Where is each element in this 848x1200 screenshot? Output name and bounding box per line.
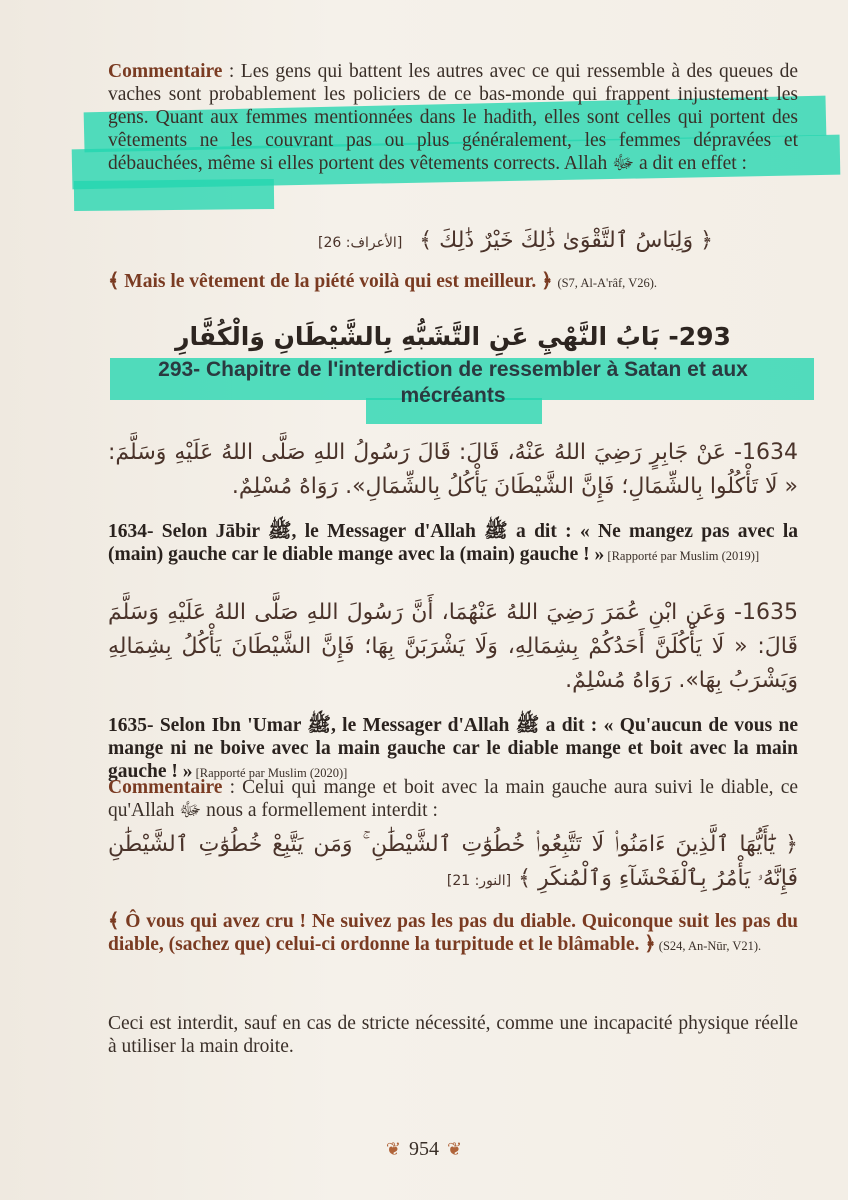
verse-arabic-text-2: ﴿ يَٰٓأَيُّهَا ٱلَّذِينَ ءَامَنُوا۟ لَا تَتَّبِعُوا۟ خُطُوَٰتِ ٱلشَّيْطَٰنِ ۚ وَمَن يَتَّبِعْ خُطُوَٰتِ ٱلشَّيْطَٰنِ فَإِنَّهُۥ يَأْمُرُ بِٱلْفَحْشَآءِ وَٱلْمُنكَرِ ﴾	[108, 832, 798, 891]
verse-arabic-2	[108, 828, 798, 898]
verse-translation-ref-1: (S7, Al-A'râf, V26).	[557, 276, 658, 290]
hadith-1635-french	[108, 714, 798, 785]
verse-arabic-1	[108, 224, 798, 260]
hadith-1635-arabic: 1635- وَعَنِ ابْنِ عُمَرَ رَضِيَ اللهُ عَنْهُمَا، أَنَّ رَسُولَ اللهِ صَلَّى اللهُ عَلَيْهِ وَسَلَّمَ قَالَ: « لَا يَأْكُلَنَّ أَحَدُكُمْ بِشِمَالِهِ، وَلَا يَشْرَبَنَّ بِهَا؛ فَإِنَّ الشَّيْطَانَ يَأْكُلُ بِشِمَالِهِ وَيَشْرَبُ بِهَا». رَوَاهُ مُسْلِمٌ.	[108, 600, 798, 693]
verse-ref-2: [النور: 21]	[446, 873, 512, 889]
verse-block-2	[108, 828, 798, 958]
verse-translation-1	[108, 270, 798, 295]
hadith-1634-french	[108, 520, 798, 568]
hadith-1634-ref: [Rapporté par Muslim (2019)]	[604, 549, 760, 563]
closing-block	[108, 1012, 798, 1058]
commentaire-paragraph-1	[108, 60, 798, 175]
verse-arabic-text-1: ﴿ وَلِبَاسُ ٱلتَّقْوَىٰ ذَٰلِكَ خَيْرٌ ذَٰلِكَ ﴾	[419, 228, 713, 253]
hadith-1634-quote: « Ne mangez pas avec la (main) gauche car le diable mange avec la (main) gauche ! »	[108, 521, 798, 565]
hadith-1634-intro: 1634- Selon Jābir ﷺ, le Messager d'Allah ﷺ a dit :	[108, 521, 580, 542]
chapter-title-french-line2: mécréants	[400, 384, 506, 407]
hadith-1635-ref: [Rapporté par Muslim (2020)]	[192, 766, 348, 780]
verse-translation-text-2: ﴾ Ô vous qui avez cru ! Ne suivez pas les pas du diable. Quiconque suit les pas du diable, (sachez que) celui-ci ordonne la turpitude et le blâmable. ﴿	[108, 911, 798, 955]
commentaire-text: : Les gens qui battent les autres avec ce qui ressemble à des queues de vaches sont probablement les policiers de ce bas-monde qui frappent injustement les gens. Quant aux femmes mentionnées dans le hadith, elles sont celles qui portent des vêtements ne les couvrant pas ou plus généralement, les femmes dépravées et débauchées, même si elles portent des vêtements corrects. Allah ﷻ a dit en effet :	[108, 61, 798, 174]
page-footer	[0, 1138, 848, 1161]
page-number: 954	[409, 1138, 439, 1160]
highlight-mark-3	[74, 179, 274, 211]
verse-translation-text-1: ﴾ Mais le vêtement de la piété voilà qui est meilleur. ﴿	[108, 271, 553, 292]
hadith-1634-arabic: 1634- عَنْ جَابِرٍ رَضِيَ اللهُ عَنْهُ، قَالَ: قَالَ رَسُولُ اللهِ صَلَّى اللهُ عَلَيْهِ وَسَلَّمَ: « لَا تَأْكُلُوا بِالشِّمَالِ؛ فَإِنَّ الشَّيْطَانَ يَأْكُلُ بِالشِّمَالِ». رَوَاهُ مُسْلِمٌ.	[108, 440, 798, 499]
hadith-1635-quote: « Qu'aucun de vous ne mange ni ne boive avec la main gauche car le diable mange et boit avec la main gauche ! »	[108, 715, 798, 782]
chapter-block	[108, 322, 798, 411]
verse-translation-2	[108, 910, 798, 958]
commentaire-block-2	[108, 776, 798, 822]
ornament-left-icon: ❦	[385, 1139, 401, 1159]
commentaire-text-2: : Celui qui mange et boit avec la main gauche aura suivi le diable, ce qu'Allah ﷻ nous a formellement interdit :	[108, 777, 798, 821]
ornament-right-icon: ❦	[447, 1139, 463, 1159]
commentaire-block-1	[108, 60, 798, 175]
hadith-1634-block	[108, 436, 798, 568]
closing-paragraph: Ceci est interdit, sauf en cas de stricte nécessité, comme une incapacité physique réelle à utiliser la main droite.	[108, 1013, 798, 1057]
commentaire-label-2: Commentaire	[108, 777, 223, 798]
chapter-title-french-line1: 293- Chapitre de l'interdiction de ressembler à Satan et aux	[158, 358, 748, 381]
hadith-1635-intro: 1635- Selon Ibn 'Umar ﷺ, le Messager d'Allah ﷺ a dit :	[108, 715, 604, 736]
verse-block-1	[108, 224, 798, 295]
verse-translation-ref-2: (S24, An-Nūr, V21).	[655, 939, 762, 953]
commentaire-paragraph-2	[108, 776, 798, 822]
chapter-title-arabic: 293- بَابُ النَّهْيِ عَنِ التَّشَبُّهِ بِالشَّيْطَانِ وَالْكُفَّارِ	[175, 322, 731, 351]
hadith-1635-block	[108, 596, 798, 785]
verse-ref-1: [الأعراف: 26]	[318, 235, 403, 251]
commentaire-label: Commentaire	[108, 61, 223, 82]
